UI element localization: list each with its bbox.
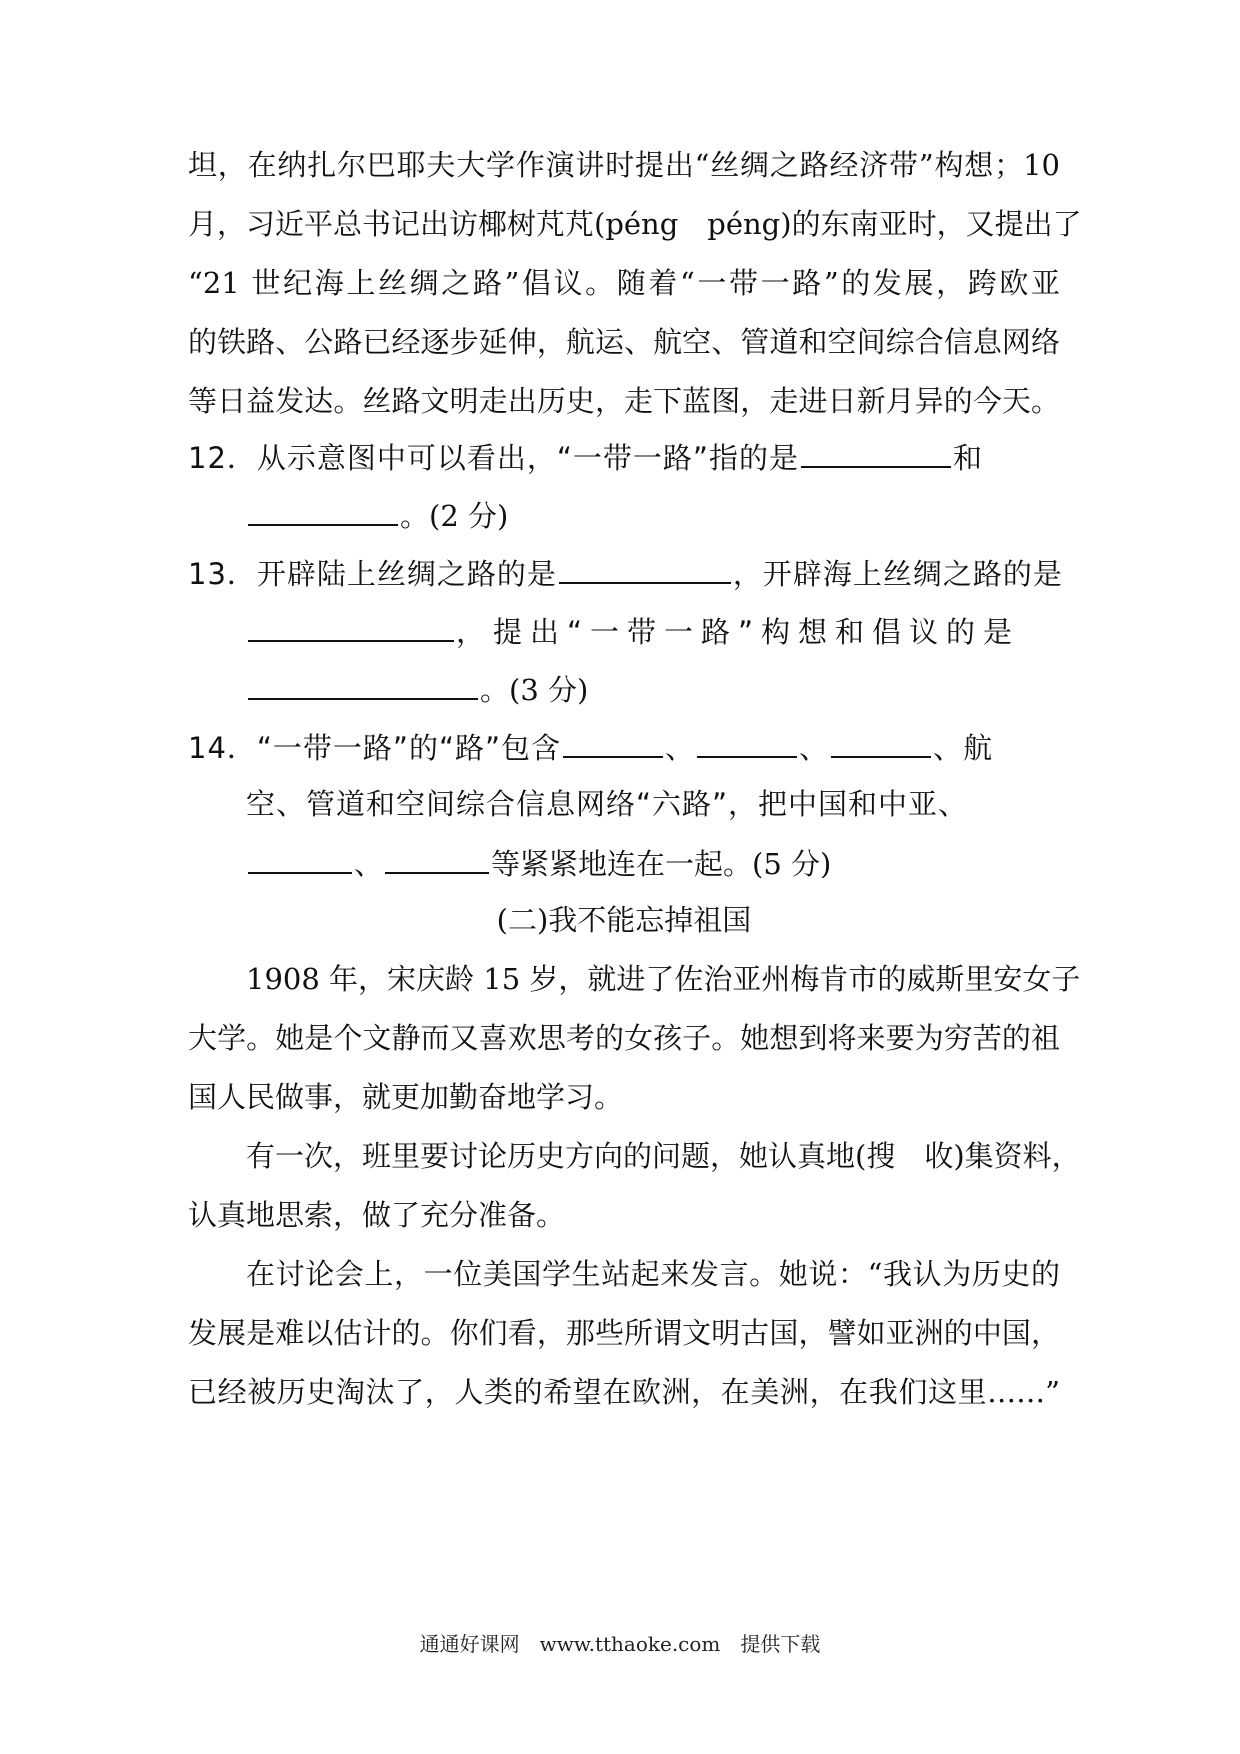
question-13-text-a: 开辟陆上丝绸之路的是 [256, 557, 557, 591]
question-13-text-c: ，提出“一带一路”构想和倡议的是 [456, 615, 1021, 649]
question-13-score: 。(3 分) [480, 673, 589, 707]
answer-blank-12b[interactable] [248, 494, 398, 526]
question-14-sep-2: 、 [799, 731, 830, 765]
passage2-line-6: 在讨论会上，一位美国学生站起来发言。她说：“我认为历史的 [246, 1257, 1060, 1291]
question-14-number: 14． [188, 731, 257, 765]
answer-blank-14e[interactable] [385, 842, 489, 874]
passage2-line-8: 已经被历史淘汰了，人类的希望在欧洲，在美洲，在我们这里……” [188, 1375, 1060, 1409]
answer-blank-14c[interactable] [831, 726, 931, 758]
section-title: (二)我不能忘掉祖国 [496, 903, 752, 937]
question-13-line-3 [246, 668, 1060, 708]
question-14-text-a: “一带一路”的“路”包含 [256, 731, 562, 765]
passage2-line-4: 有一次，班里要讨论历史方向的问题，她认真地(搜 收)集资料， [246, 1139, 1081, 1173]
passage1-line-3: “21 世纪海上丝绸之路”倡议。随着“一带一路”的发展，跨欧亚 [188, 266, 1060, 300]
answer-blank-14a[interactable] [563, 726, 663, 758]
question-14-text-b: 航 [963, 731, 994, 765]
question-12-text: 从示意图中可以看出，“一带一路”指的是 [256, 441, 799, 475]
question-14-line-3 [246, 842, 1060, 882]
question-14 [188, 726, 1060, 766]
question-13 [188, 552, 1063, 592]
answer-blank-13a[interactable] [559, 552, 731, 584]
passage1-line-1: 坦，在纳扎尔巴耶夫大学作演讲时提出“丝绸之路经济带”构想；10 [188, 148, 1060, 182]
footer-credit: 通通好课网 www.tthaoke.com 提供下载 [419, 1632, 821, 1656]
question-12-text-and: 和 [952, 441, 983, 475]
passage2-line-3: 国人民做事，就更加勤奋地学习。 [188, 1080, 624, 1114]
passage2-line-5: 认真地思索，做了充分准备。 [188, 1198, 566, 1232]
passage2-line-1: 1908 年，宋庆龄 15 岁，就进了佐治亚州梅肯市的威斯里安女子 [246, 962, 1081, 996]
question-12-score: 。(2 分) [400, 499, 509, 533]
passage2-line-2: 大学。她是个文静而又喜欢思考的女孩子。她想到将来要为穷苦的祖 [188, 1021, 1060, 1055]
answer-blank-12a[interactable] [801, 436, 951, 468]
question-14-sep-4: 、 [354, 847, 384, 881]
question-13-number: 13． [188, 557, 257, 591]
question-12 [188, 436, 1060, 476]
question-12-number: 12． [188, 441, 257, 475]
answer-blank-13c[interactable] [248, 668, 478, 700]
question-14-line-2 [246, 784, 1060, 824]
question-14-text-d: 等紧紧地连在一起。(5 分) [491, 847, 832, 881]
answer-blank-14d[interactable] [248, 842, 352, 874]
question-13-text-b: ，开辟海上丝绸之路的是 [732, 557, 1063, 591]
passage1-line-2: 月，习近平总书记出访椰树芃芃(péng péng)的东南亚时，又提出了 [188, 207, 1082, 241]
answer-blank-13b[interactable] [248, 610, 454, 642]
question-14-text-c: 空、管道和空间综合信息网络“六路”，把中国和中亚、 [246, 787, 969, 821]
question-14-sep-3: 、 [933, 731, 964, 765]
question-14-sep-1: 、 [665, 731, 696, 765]
passage1-line-4: 的铁路、公路已经逐步延伸，航运、航空、管道和空间综合信息网络 [188, 325, 1060, 359]
passage1-line-5: 等日益发达。丝路文明走出历史，走下蓝图，走进日新月异的今天。 [188, 384, 1060, 418]
passage2-line-7: 发展是难以估计的。你们看，那些所谓文明古国，譬如亚洲的中国， [188, 1316, 1060, 1350]
answer-blank-14b[interactable] [697, 726, 797, 758]
question-13-line-2 [246, 610, 1060, 650]
question-12-line-2 [246, 494, 1060, 534]
